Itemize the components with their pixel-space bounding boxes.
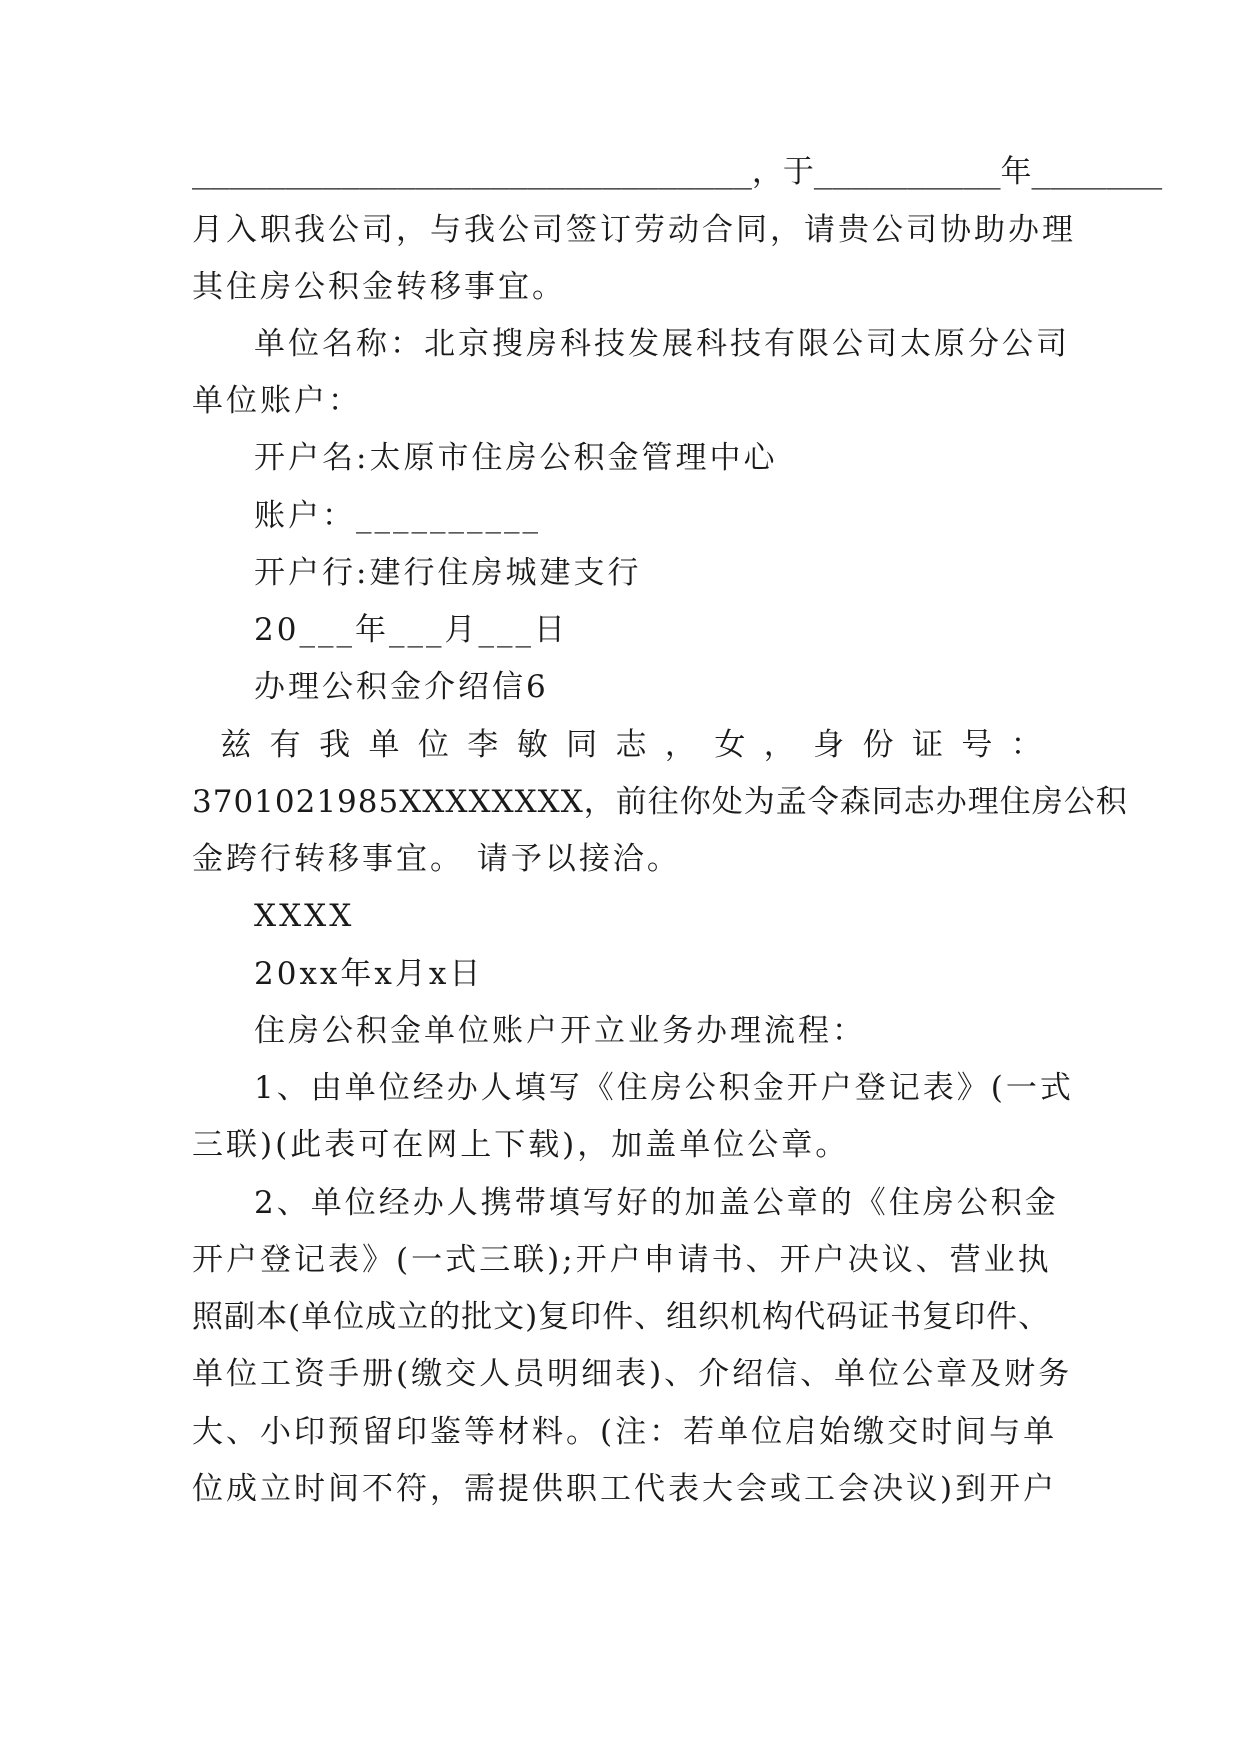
intro-char: 女 [714,727,746,763]
intro-char: 我 [319,727,351,763]
section-title-6: 办理公积金介绍信6 [254,669,549,705]
intro-char: ， [763,727,795,763]
account-number-line: 账户：__________ [254,498,541,534]
unit-account-line: 单位账户： [192,383,362,419]
step-2-line-3: 照副本(单位成立的批文)复印件、组织机构代码证书复印件、 [192,1299,1051,1335]
step-2-line-1: 2、单位经办人携带填写好的加盖公章的《住房公积金 [254,1185,1059,1221]
intro-char: ： [1010,727,1042,763]
intro-char: 身 [813,727,845,763]
intro-char: 单 [368,727,400,763]
text-line-3: 其住房公积金转移事宜。 [192,269,566,305]
text-line-1: ______________________________，于__________年_______ [192,154,1163,190]
intro-char: 份 [862,727,894,763]
step-2-line-4: 单位工资手册(缴交人员明细表)、介绍信、单位公章及财务 [192,1356,1073,1392]
date-line-2: 20xx年x月x日 [254,956,484,992]
transfer-line: 金跨行转移事宜。 请予以接洽。 [192,841,681,877]
intro-char [192,725,202,765]
date-line-1: 20___年___月___日 [254,612,568,648]
step-2-line-6: 位成立时间不符，需提供职工代表大会或工会决议)到开户 [192,1471,1058,1507]
intro-char: ， [664,727,696,763]
intro-char: 志 [615,727,647,763]
intro-line-justified [192,725,1042,765]
id-number-line: 3701021985XXXXXXXX，前往你处为孟令森同志办理住房公积 [192,784,1128,820]
step-1-line-1: 1、由单位经办人填写《住房公积金开户登记表》(一式 [254,1070,1074,1106]
intro-char: 李 [467,727,499,763]
process-title: 住房公积金单位账户开立业务办理流程： [254,1013,866,1049]
step-2-line-5: 大、小印预留印鉴等材料。(注：若单位启始缴交时间与单 [192,1414,1058,1450]
intro-char: 有 [269,727,301,763]
account-holder-line: 开户名:太原市住房公积金管理中心 [254,440,778,476]
step-2-line-2: 开户登记表》(一式三联);开户申请书、开户决议、营业执 [192,1242,1052,1278]
company-name-line: 单位名称：北京搜房科技发展科技有限公司太原分公司 [254,326,1070,362]
step-1-line-2: 三联)(此表可在网上下载)，加盖单位公章。 [192,1127,850,1163]
signature-line: XXXX [254,898,355,934]
bank-line: 开户行:建行住房城建支行 [254,555,642,591]
intro-char: 证 [911,727,943,763]
intro-char: 同 [566,727,598,763]
text-line-2: 月入职我公司，与我公司签订劳动合同，请贵公司协助办理 [192,212,1076,248]
intro-char: 敏 [516,727,548,763]
intro-char: 号 [961,727,993,763]
intro-char: 兹 [220,727,252,763]
intro-char: 位 [417,727,449,763]
